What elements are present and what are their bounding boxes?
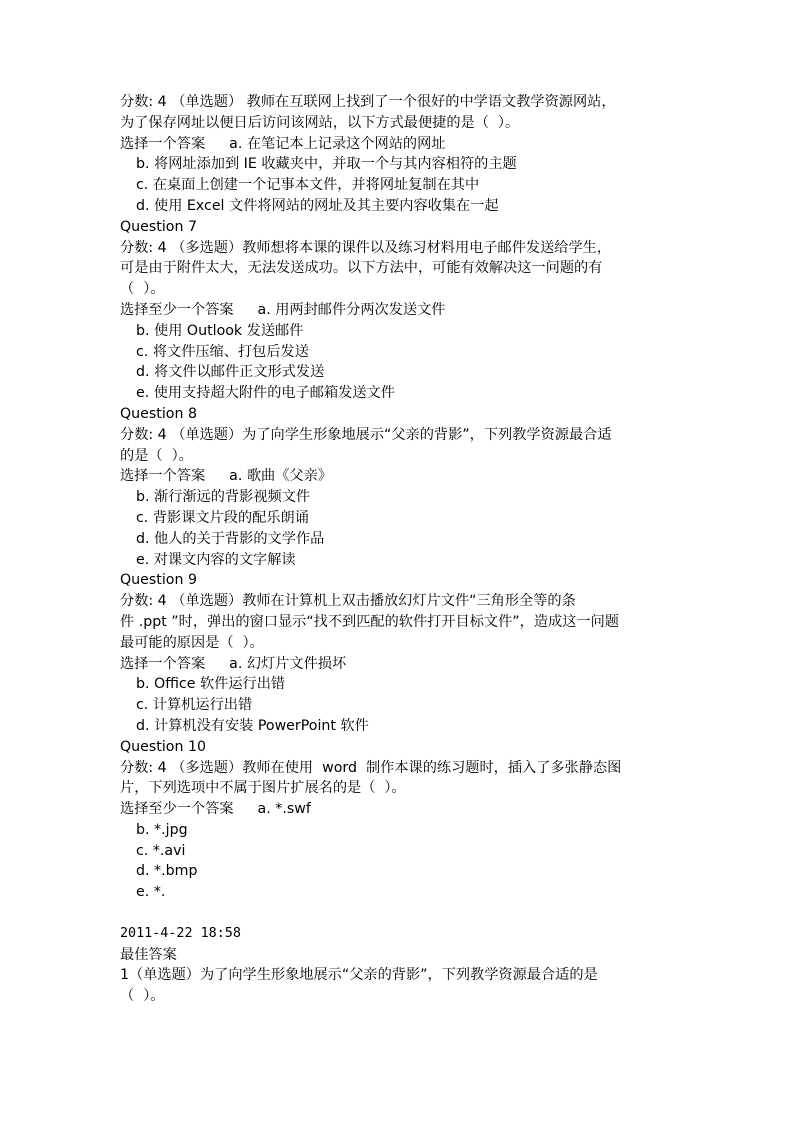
q7-option-a[interactable]: a. 用两封邮件分两次发送文件 <box>257 301 446 318</box>
q9-stem-line-1: 分数: 4 （单选题）教师在计算机上双击播放幻灯片文件“三角形全等的条 <box>120 593 576 610</box>
q10-option-d[interactable]: d. *.bmp <box>136 863 198 880</box>
q8-stem-line-2: 的是（ ）。 <box>120 447 193 464</box>
q7-title: Question 7 <box>120 218 197 235</box>
q9-stem-line-2: 件 .ppt ”时，弹出的窗口显示“找不到匹配的软件打开目标文件”，造成这一问题 <box>120 613 619 630</box>
q9-option-d[interactable]: d. 计算机没有安装 PowerPoint 软件 <box>136 717 369 734</box>
q6-prompt: 选择一个答案 <box>120 135 206 152</box>
q8-option-d[interactable]: d. 他人的关于背影的文学作品 <box>136 530 325 547</box>
q9-title: Question 9 <box>120 572 197 589</box>
spacer <box>120 903 680 924</box>
q10-option-b[interactable]: b. *.jpg <box>136 821 188 838</box>
q9-option-a[interactable]: a. 幻灯片文件损坏 <box>229 655 347 672</box>
q10-title: Question 10 <box>120 738 207 755</box>
q8-option-c[interactable]: c. 背影课文片段的配乐朗诵 <box>136 509 309 526</box>
post-date: 2011-4-22 18:58 <box>120 925 241 941</box>
q10-stem-line-2: 片，下列选项中不属于图片扩展名的是（ ）。 <box>120 780 406 797</box>
q7-answer-row <box>120 300 680 321</box>
q9-option-b[interactable]: b. Office 软件运行出错 <box>136 676 286 693</box>
q8-answer-row <box>120 466 680 487</box>
q6-answer-row <box>120 134 680 155</box>
q6-option-d[interactable]: d. 使用 Excel 文件将网站的网址及其主要内容收集在一起 <box>136 197 499 214</box>
q7-option-d[interactable]: d. 将文件以邮件正文形式发送 <box>136 364 325 381</box>
q10-option-e[interactable]: e. *. <box>136 884 166 901</box>
q9-option-c[interactable]: c. 计算机运行出错 <box>136 697 253 714</box>
q7-option-e[interactable]: e. 使用支持超大附件的电子邮箱发送文件 <box>136 385 395 402</box>
q6-stem-line-2: 为了保存网址以便日后访问该网站，以下方式最便捷的是（ ）。 <box>120 114 520 131</box>
q10-stem-line-1: 分数: 4 （多选题）教师在使用 word 制作本课的练习题时，插入了多张静态图 <box>120 759 622 776</box>
q8-option-e[interactable]: e. 对课文内容的文字解读 <box>136 551 296 568</box>
q6-option-b[interactable]: b. 将网址添加到 IE 收藏夹中，并取一个与其内容相符的主题 <box>136 156 517 173</box>
q6-option-a[interactable]: a. 在笔记本上记录这个网站的网址 <box>229 135 446 152</box>
document-body <box>120 92 680 1007</box>
q7-stem-line-1: 分数: 4 （多选题）教师想将本课的课件以及练习材料用电子邮件发送给学生， <box>120 239 612 256</box>
q8-option-b[interactable]: b. 渐行渐远的背影视频文件 <box>136 489 311 506</box>
q8-stem-line-1: 分数: 4 （单选题）为了向学生形象地展示“父亲的背影”，下列教学资源最合适 <box>120 426 612 443</box>
best-answer-line-1: 1（单选题）为了向学生形象地展示“父亲的背影”，下列教学资源最合适的是 <box>120 967 598 984</box>
q10-answer-row <box>120 799 680 820</box>
q10-prompt: 选择至少一个答案 <box>120 801 234 818</box>
q6-option-c[interactable]: c. 在桌面上创建一个记事本文件，并将网址复制在其中 <box>136 177 480 194</box>
q9-answer-row <box>120 654 680 675</box>
q8-title: Question 8 <box>120 405 197 422</box>
q8-prompt: 选择一个答案 <box>120 468 206 485</box>
best-answer-line-2: （ ）。 <box>120 988 165 1005</box>
q7-option-b[interactable]: b. 使用 Outlook 发送邮件 <box>136 322 304 339</box>
q9-stem-line-3: 最可能的原因是（ ）。 <box>120 634 264 651</box>
best-answer-heading: 最佳答案 <box>120 946 177 963</box>
q10-option-a[interactable]: a. *.swf <box>257 801 311 818</box>
q6-stem-line-1: 分数: 4 （单选题） 教师在互联网上找到了一个很好的中学语文教学资源网站， <box>120 94 616 110</box>
q8-option-a[interactable]: a. 歌曲《父亲》 <box>229 468 332 485</box>
q7-option-c[interactable]: c. 将文件压缩、打包后发送 <box>136 343 309 360</box>
q7-stem-line-3: （ ）。 <box>120 281 165 298</box>
q7-stem-line-2: 可是由于附件太大，无法发送成功。以下方法中，可能有效解决这一问题的有 <box>120 260 603 277</box>
q10-option-c[interactable]: c. *.avi <box>136 842 186 859</box>
q7-prompt: 选择至少一个答案 <box>120 301 234 318</box>
q9-prompt: 选择一个答案 <box>120 655 206 672</box>
